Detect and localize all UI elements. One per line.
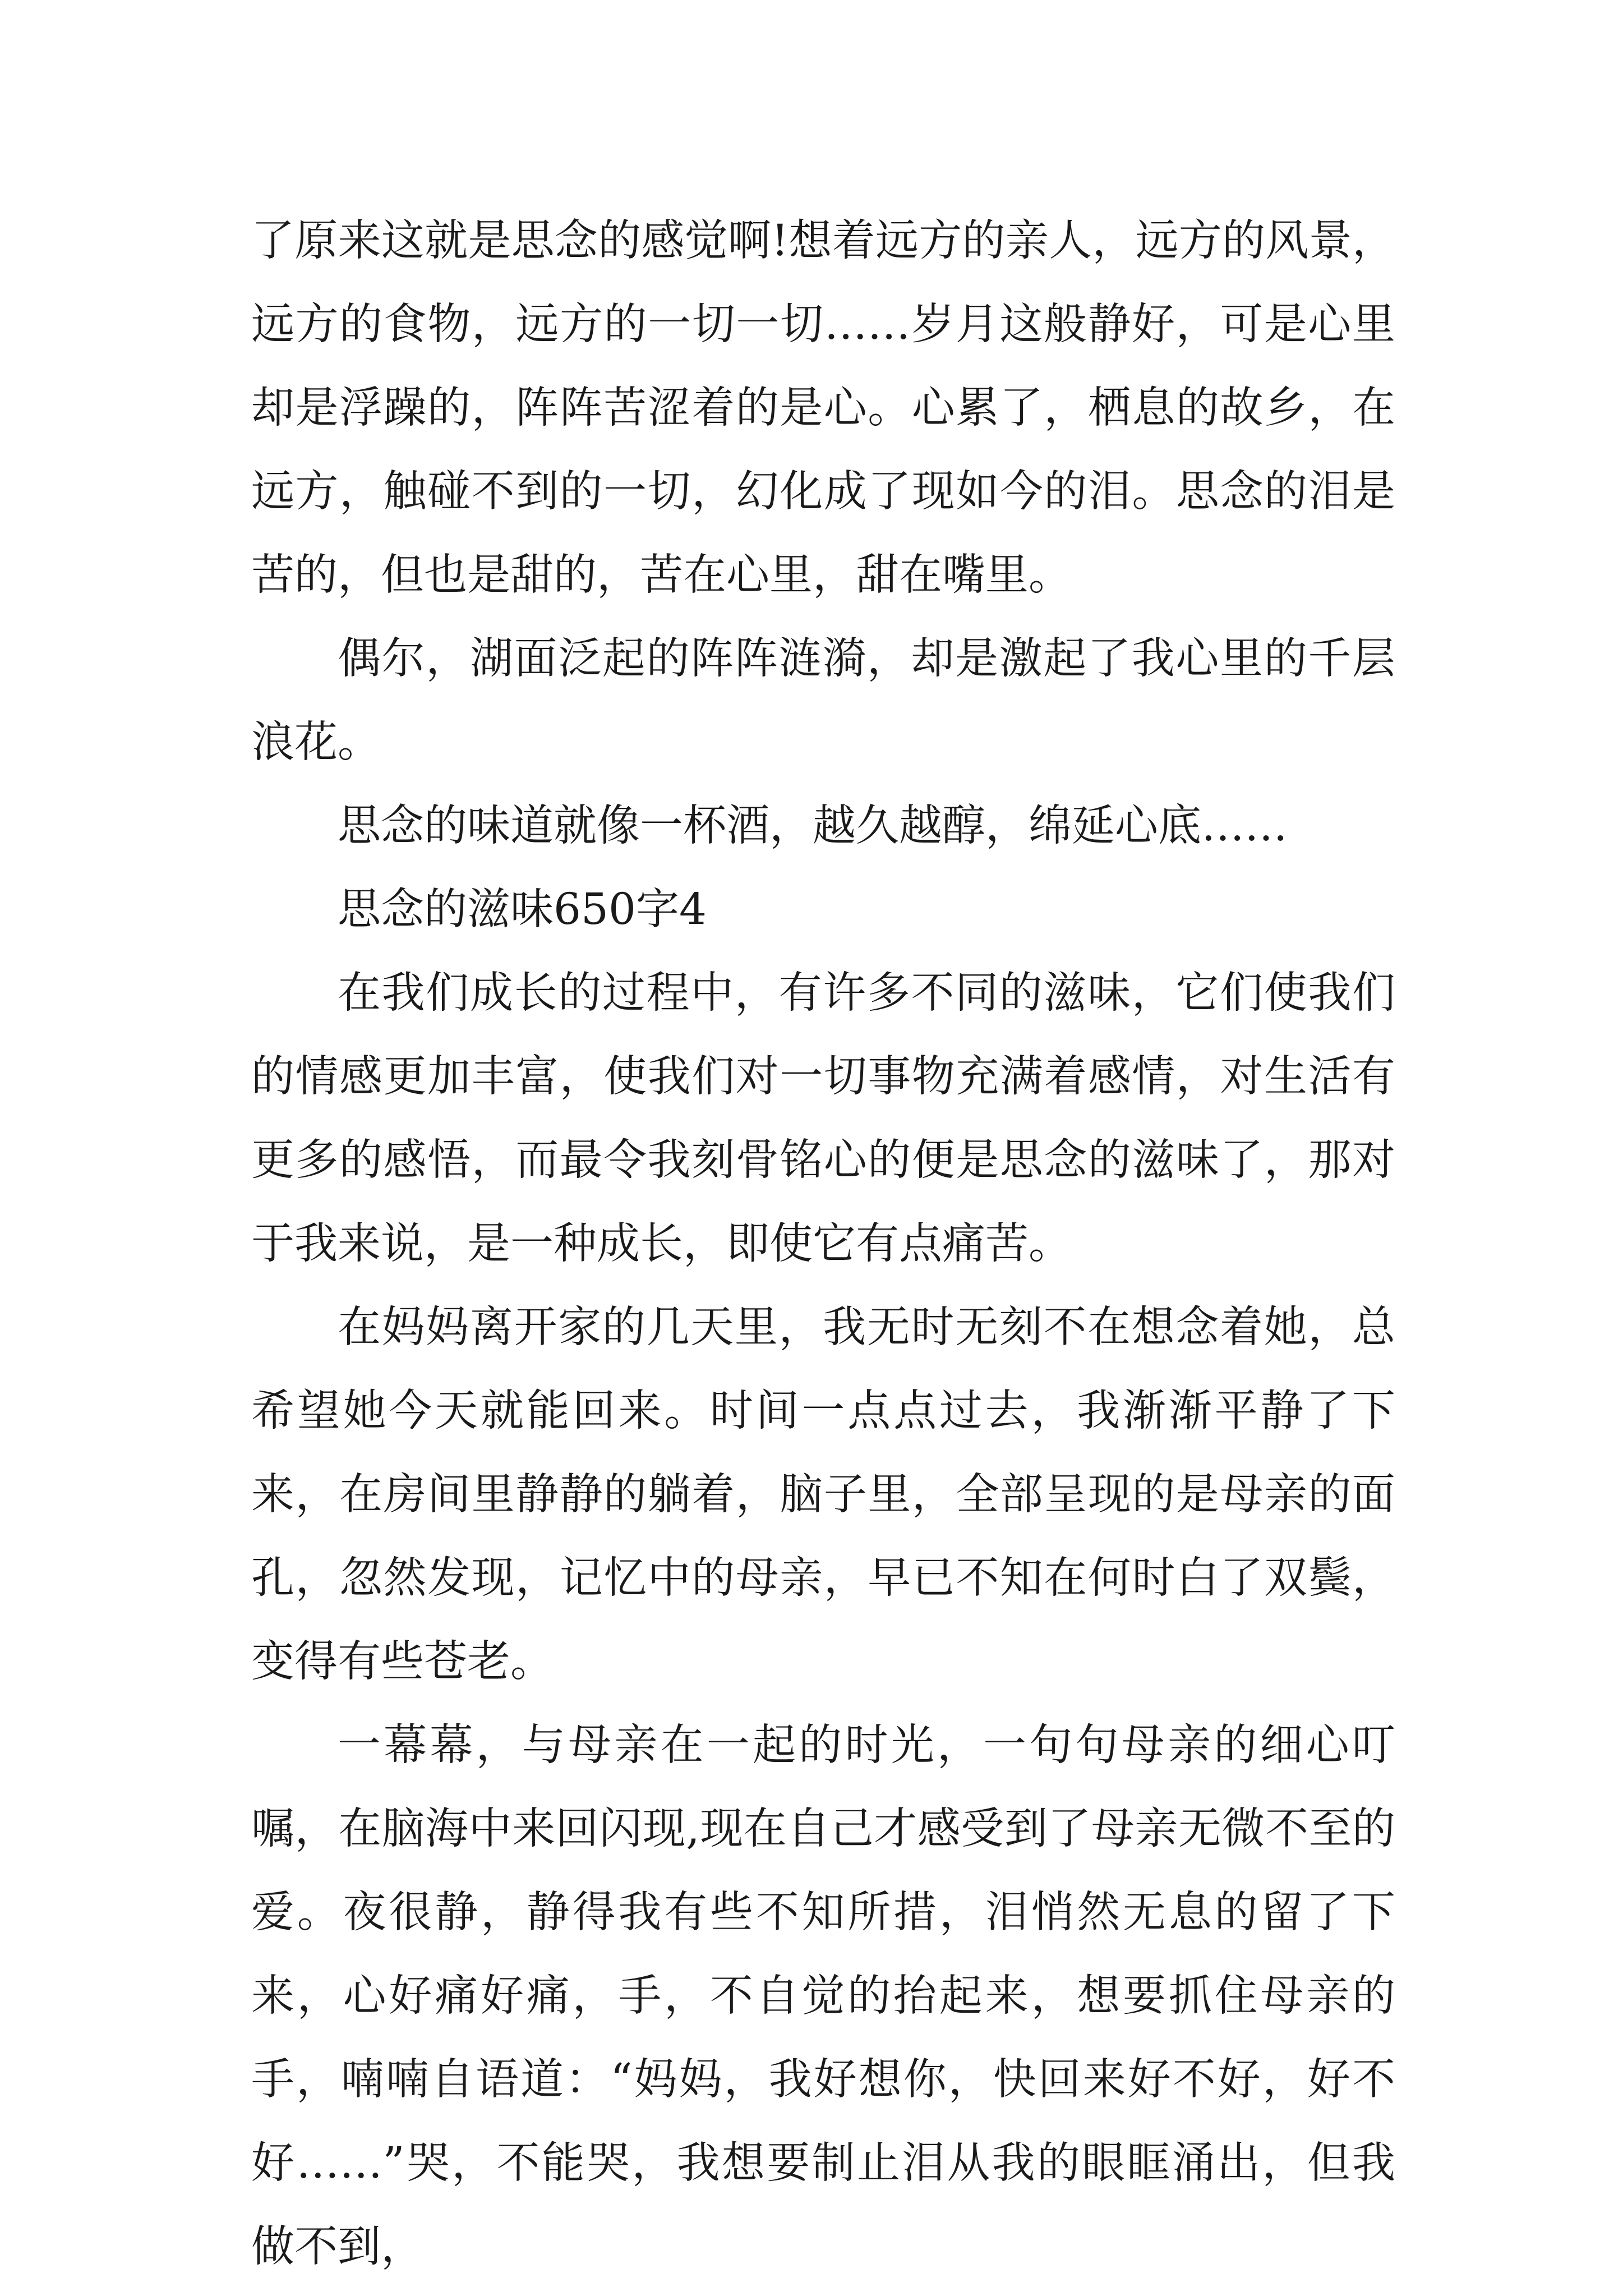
- paragraph-continuation: 了原来这就是思念的感觉啊!想着远方的亲人，远方的风景，远方的食物，远方的一切一切……岁月这般静好，可是心里却是浮躁的，阵阵苦涩着的是心。心累了，栖息的故乡，在远方，触碰不到的一切，幻化成了现如今的泪。思念的泪是苦的，但也是甜的，苦在心里，甜在嘴里。: [251, 216, 1395, 600]
- paragraph-wine: 思念的味道就像一杯酒，越久越醇，绵延心底……: [338, 801, 1288, 851]
- paragraph-ripples: 偶尔，湖面泛起的阵阵涟漪，却是激起了我心里的千层浪花。: [251, 634, 1395, 767]
- section-title: 思念的滋味650字4: [338, 885, 707, 935]
- paragraph-memories: 一幕幕，与母亲在一起的时光，一句句母亲的细心叮嘱，在脑海中来回闪现,现在自己才感受到了母亲无微不至的爱。夜很静，静得我有些不知所措，泪悄然无息的留了下来，心好痛好痛，手，不自觉的抬起来，想要抓住母亲的手，喃喃自语道：“妈妈，我好想你，快回来好不好，好不好……”哭，不能哭，我想要制止泪从我的眼眶涌出，但我做不到，: [251, 1720, 1395, 2272]
- paragraph-growing-up: 在我们成长的过程中，有许多不同的滋味，它们使我们的情感更加丰富，使我们对一切事物充满着感情，对生活有更多的感悟，而最令我刻骨铭心的便是思念的滋味了，那对于我来说，是一种成长，即使它有点痛苦。: [251, 968, 1395, 1269]
- paragraph-mother-away: 在妈妈离开家的几天里，我无时无刻不在想念着她，总希望她今天就能回来。时间一点点过去，我渐渐平静了下来，在房间里静静的躺着，脑子里，全部呈现的是母亲的面孔，忽然发现，记忆中的母亲，早已不知在何时白了双鬓，变得有些苍老。: [251, 1303, 1395, 1687]
- document-body: [251, 199, 1395, 2289]
